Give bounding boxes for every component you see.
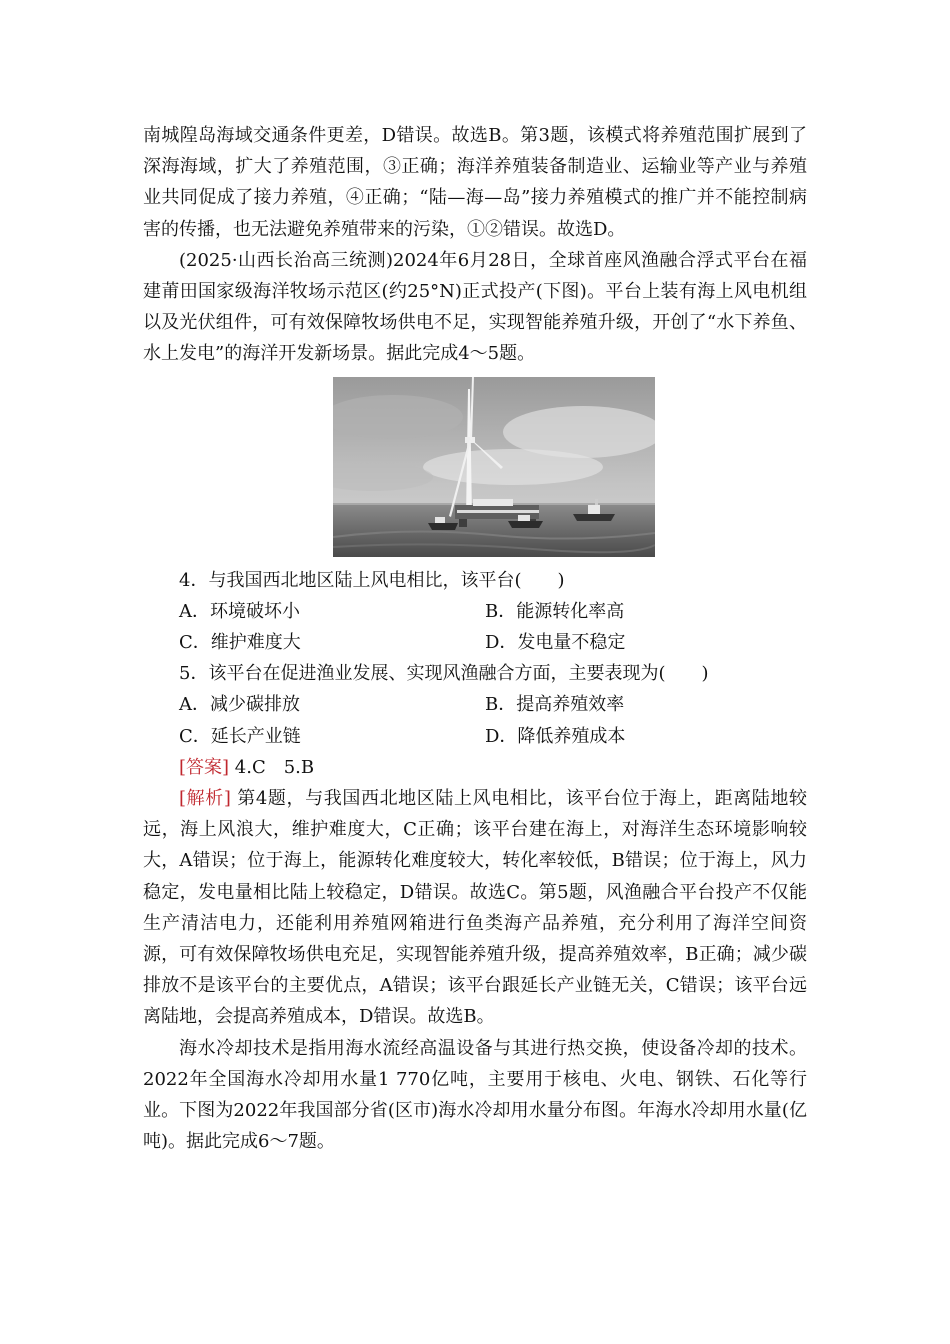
offshore-platform-photo: [333, 377, 655, 557]
analysis-label: [解析]: [179, 788, 231, 810]
option-5a[interactable]: A．减少碳排放: [179, 694, 300, 716]
paragraph-material-q6-7: 海水冷却技术是指用海水流经高温设备与其进行热交换，使设备冷却的技术。2022年全国海水冷却用水量1 770亿吨，主要用于核电、火电、钢铁、石化等行业。下图为2022年我国部分省(区市)海水冷却用水量分布图。年海水冷却用水量(亿吨)。据此完成6～7题。: [143, 1037, 807, 1153]
option-4d[interactable]: D．发电量不稳定: [485, 632, 626, 654]
question-4-stem: 4．与我国西北地区陆上风电相比，该平台( ): [179, 569, 565, 591]
analysis-text: 第4题，与我国西北地区陆上风电相比，该平台位于海上，距离陆地较远，海上风浪大，维护难度大，C正确；该平台建在海上，对海洋生态环境影响较大，A错误；位于海上，能源转化难度较大，转化率较低，B错误；位于海上，风力稳定，发电量相比陆上较稳定，D错误。故选C。第5题，风渔融合平台投产不仅能生产清洁电力，还能利用养殖网箱进行鱼类海产品养殖，充分利用了海洋空间资源，可有效保障牧场供电充足，实现智能养殖升级，提高养殖效率，B正确；减少碳排放不是该平台的主要优点，A错误；该平台跟延长产业链无关，C错误；该平台远离陆地，会提高养殖成本，D错误。故选B。: [143, 788, 808, 1028]
option-5b[interactable]: B．提高养殖效率: [485, 694, 625, 716]
paragraph-material-q4-5: (2025·山西长治高三统测)2024年6月28日，全球首座风渔融合浮式平台在福建莆田国家级海洋牧场示范区(约25°N)正式投产(下图)。平台上装有海上风电机组以及光伏组件，可有效保障牧场供电不足，实现智能养殖升级，开创了“水下养鱼、水上发电”的海洋开发新场景。据此完成4～5题。: [143, 249, 807, 365]
option-5d[interactable]: D．降低养殖成本: [485, 725, 626, 747]
option-4a[interactable]: A．环境破坏小: [179, 600, 300, 622]
question-4-options-row-1: [143, 596, 807, 627]
analysis-paragraph: [143, 783, 807, 1033]
document-body: [143, 120, 807, 1157]
question-5-stem: 5．该平台在促进渔业发展、实现风渔融合方面，主要表现为( ): [179, 663, 709, 685]
question-4-options-row-2: [143, 627, 807, 658]
answer-text: 4.C 5.B: [234, 756, 315, 778]
option-4c[interactable]: C．维护难度大: [179, 632, 301, 654]
paragraph-intro-continuation: 南城隍岛海域交通条件更差，D错误。故选B。第3题，该模式将养殖范围扩展到了深海海域，扩大了养殖范围，③正确；海洋养殖装备制造业、运输业等产业与养殖业共同促成了接力养殖，④正确；“陆—海—岛”接力养殖模式的推广并不能控制病害的传播，也无法避免养殖带来的污染，①②错误。故选D。: [143, 125, 807, 240]
answer-label: [答案]: [179, 756, 230, 778]
question-5-options-row-2: [143, 721, 807, 752]
question-5-options-row-1: [143, 689, 807, 720]
option-5c[interactable]: C．延长产业链: [179, 725, 301, 747]
option-4b[interactable]: B．能源转化率高: [485, 600, 625, 622]
answer-line: [143, 752, 807, 783]
question-4: [143, 565, 807, 659]
question-5: [143, 658, 807, 752]
